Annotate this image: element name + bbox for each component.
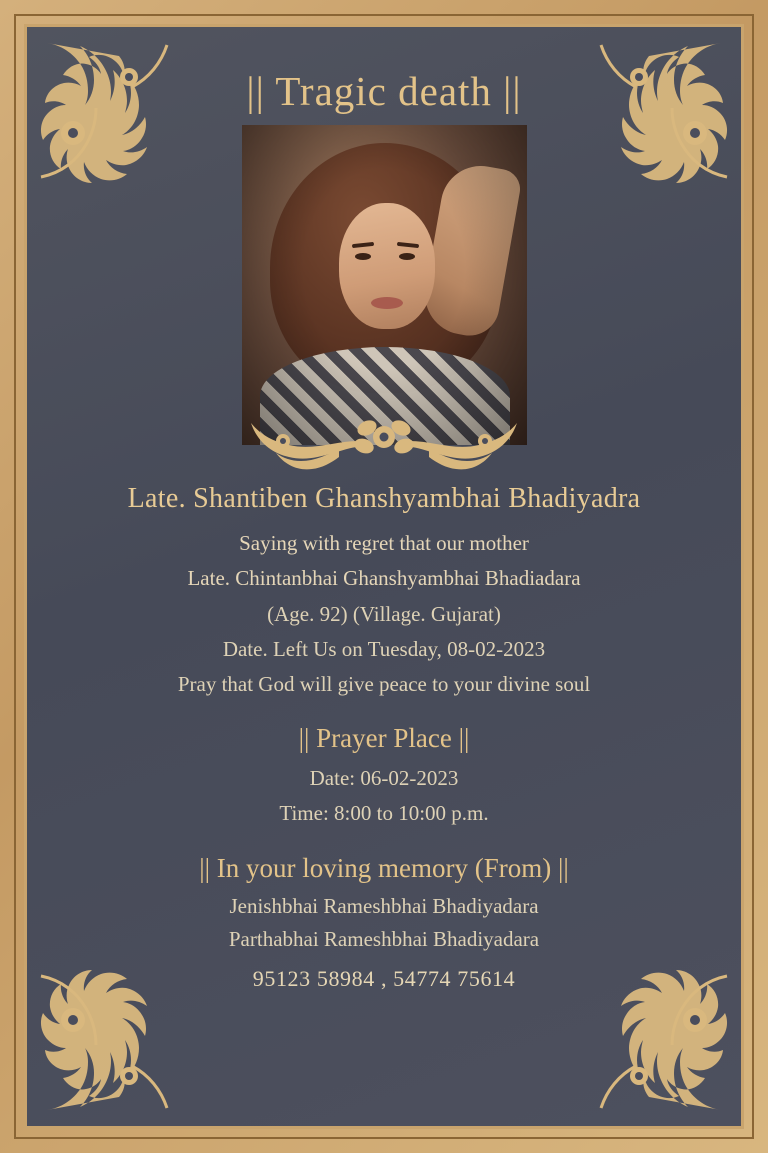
message-line-4: Date. Left Us on Tuesday, 08-02-2023 [222,637,546,662]
card-content [27,27,741,992]
prayer-time: Time: 8:00 to 10:00 p.m. [279,801,489,826]
card-outer-frame [14,14,754,1139]
message-line-3: (Age. 92) (Village. Gujarat) [267,601,501,626]
memory-name-2: Parthabhai Rameshbhai Bhadiyadara [228,927,540,952]
card-inner-frame [24,24,744,1129]
floral-divider-ornament [219,411,549,471]
portrait-vignette [242,125,527,445]
message-line-5: Pray that God will give peace to your divine soul [177,672,591,697]
portrait-photo [242,125,527,445]
prayer-date: Date: 06-02-2023 [309,765,459,790]
page-title: || Tragic death || [246,68,522,114]
message-line-2: Late. Chintanbhai Ghanshyambhai Bhadiadara [187,566,581,591]
deceased-name: Late. Shantiben Ghanshyambhai Bhadiyadra [127,483,641,514]
message-line-1: Saying with regret that our mother [239,531,529,555]
loving-memory-heading: || In your loving memory (From) || [199,853,569,884]
portrait-container [242,125,527,445]
memory-name-1: Jenishbhai Rameshbhai Bhadiyadara [229,894,539,919]
contact-phone-numbers: 95123 58984 , 54774 75614 [252,966,516,992]
prayer-place-heading: || Prayer Place || [298,722,470,753]
